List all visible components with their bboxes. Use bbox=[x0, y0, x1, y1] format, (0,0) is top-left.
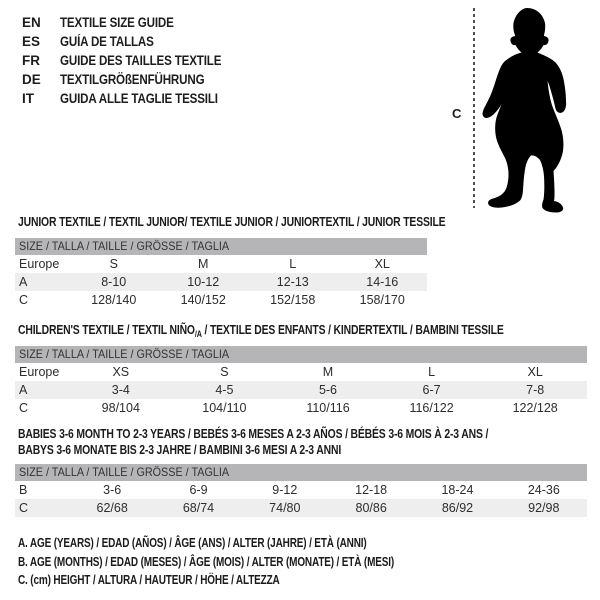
row-label: C bbox=[19, 401, 29, 415]
table-row bbox=[15, 499, 587, 517]
size-header-bar bbox=[15, 346, 587, 363]
cell: 24-36 bbox=[527, 483, 560, 497]
footnote-b: B. AGE (MONTHS) / EDAD (MESES) / ÂGE (MOIS) / ALTER (MONATE) / ETÀ (MESI) bbox=[18, 554, 395, 569]
table-row bbox=[15, 363, 587, 381]
cell: 9-12 bbox=[272, 483, 298, 497]
lang-code: IT bbox=[22, 91, 34, 106]
lang-row-de bbox=[22, 70, 248, 89]
lang-row-it bbox=[22, 89, 248, 108]
cell: 92/98 bbox=[528, 501, 560, 515]
row-label: Europe bbox=[19, 365, 60, 379]
table-row bbox=[15, 381, 587, 399]
cell: 6-7 bbox=[422, 383, 441, 397]
language-title-list bbox=[22, 13, 248, 108]
size-header-text: SIZE / TALLA / TAILLE / GRÖSSE / TAGLIA bbox=[19, 465, 230, 479]
cell: 5-6 bbox=[318, 383, 338, 397]
table-row bbox=[15, 399, 587, 417]
cell: 98/104 bbox=[101, 401, 140, 415]
lang-row-en bbox=[22, 13, 248, 32]
table-row bbox=[15, 255, 427, 273]
lang-row-fr bbox=[22, 51, 248, 70]
cell: 68/74 bbox=[182, 501, 215, 515]
children-title-subscript: /A bbox=[194, 329, 202, 339]
cell: 110/116 bbox=[306, 401, 350, 415]
babies-table bbox=[15, 464, 587, 517]
cell: 158/170 bbox=[359, 293, 405, 307]
cell: 6-9 bbox=[189, 483, 208, 497]
cell: 7-8 bbox=[526, 383, 545, 397]
cell: 10-12 bbox=[187, 275, 220, 289]
cell: 152/158 bbox=[270, 293, 316, 307]
cell: 86/92 bbox=[441, 501, 474, 515]
cell: M bbox=[198, 257, 209, 271]
cell: 18-24 bbox=[441, 483, 474, 497]
table-row bbox=[15, 273, 427, 291]
lang-title: TEXTILGRÖßENFÜHRUNG bbox=[60, 72, 205, 87]
cell: 8-10 bbox=[101, 275, 127, 289]
size-header-bar bbox=[15, 238, 427, 255]
footnote-c: C. (cm) HEIGHT / ALTURA / HAUTEUR / HÖHE / ALTEZZA bbox=[18, 573, 280, 587]
table-row bbox=[15, 291, 427, 309]
cell: 3-4 bbox=[111, 383, 130, 397]
cell: 104/110 bbox=[202, 401, 247, 415]
children-table bbox=[15, 346, 587, 417]
size-header-text: SIZE / TALLA / TAILLE / GRÖSSE / TAGLIA bbox=[19, 239, 230, 253]
babies-table-title-line1: BABIES 3-6 MONTH TO 2-3 YEARS / BEBÉS 3-6 MESES A 2-3 AÑOS / BÉBÉS 3-6 MOIS À 2-3 ANS / bbox=[18, 426, 489, 441]
cell: 74/80 bbox=[269, 501, 301, 515]
size-header-bar bbox=[15, 464, 587, 481]
cell: 140/152 bbox=[180, 293, 226, 307]
junior-table bbox=[15, 238, 427, 309]
cell: 116/122 bbox=[409, 401, 454, 415]
cell: M bbox=[322, 365, 334, 379]
row-label: C bbox=[19, 501, 29, 515]
cell: 122/128 bbox=[512, 401, 558, 415]
cell: 3-6 bbox=[103, 483, 122, 497]
lang-title: GUÍA DE TALLAS bbox=[60, 34, 154, 49]
footnote-legend bbox=[18, 536, 488, 592]
children-title-post: / TEXTILE DES ENFANTS / KINDERTEXTIL / BAMBINI TESSILE bbox=[201, 322, 504, 337]
row-label: Europe bbox=[19, 257, 60, 271]
babies-table-title-line2: BABYS 3-6 MONATE BIS 2-3 JAHRE / BAMBINI 3-6 MESI A 2-3 ANNI bbox=[18, 442, 342, 457]
cell: S bbox=[220, 365, 229, 379]
lang-code: EN bbox=[22, 15, 41, 30]
cell: L bbox=[428, 365, 436, 379]
cell: L bbox=[289, 257, 297, 271]
cell: XL bbox=[527, 365, 543, 379]
cell: 4-5 bbox=[215, 383, 234, 397]
cell: XS bbox=[112, 365, 130, 379]
children-table-title bbox=[18, 322, 504, 339]
size-header-text: SIZE / TALLA / TAILLE / GRÖSSE / TAGLIA bbox=[19, 347, 230, 361]
row-label: C bbox=[19, 293, 29, 307]
lang-row-es bbox=[22, 32, 248, 51]
toddler-silhouette-icon bbox=[480, 0, 590, 215]
lang-title: GUIDE DES TAILLES TEXTILE bbox=[60, 53, 222, 68]
children-title-pre: CHILDREN'S TEXTILE / TEXTIL NIÑO bbox=[18, 322, 195, 337]
table-row bbox=[15, 481, 587, 499]
lang-code: ES bbox=[22, 34, 41, 49]
cell: 12-18 bbox=[355, 483, 388, 497]
cell: 12-13 bbox=[276, 275, 309, 289]
row-label: B bbox=[19, 483, 28, 497]
row-label: A bbox=[19, 275, 28, 289]
lang-title: GUIDA ALLE TAGLIE TESSILI bbox=[60, 91, 218, 106]
lang-code: DE bbox=[22, 72, 41, 87]
row-label: A bbox=[19, 383, 28, 397]
cell: 128/140 bbox=[91, 293, 137, 307]
lang-title: TEXTILE SIZE GUIDE bbox=[60, 15, 174, 30]
junior-table-title: JUNIOR TEXTILE / TEXTIL JUNIOR/ TEXTILE JUNIOR / JUNIORTEXTIL / JUNIOR TESSILE bbox=[18, 214, 446, 229]
height-dotted-line bbox=[473, 8, 475, 208]
cell: 14-16 bbox=[366, 275, 399, 289]
lang-code: FR bbox=[22, 53, 40, 68]
cell: S bbox=[109, 257, 118, 271]
cell: 80/86 bbox=[355, 501, 387, 515]
height-label-c: C bbox=[452, 106, 462, 121]
cell: XL bbox=[374, 257, 390, 271]
cell: 62/68 bbox=[96, 501, 128, 515]
footnote-a: A. AGE (YEARS) / EDAD (AÑOS) / ÂGE (ANS) / ALTER (JAHRE) / ETÀ (ANNI) bbox=[18, 536, 367, 550]
